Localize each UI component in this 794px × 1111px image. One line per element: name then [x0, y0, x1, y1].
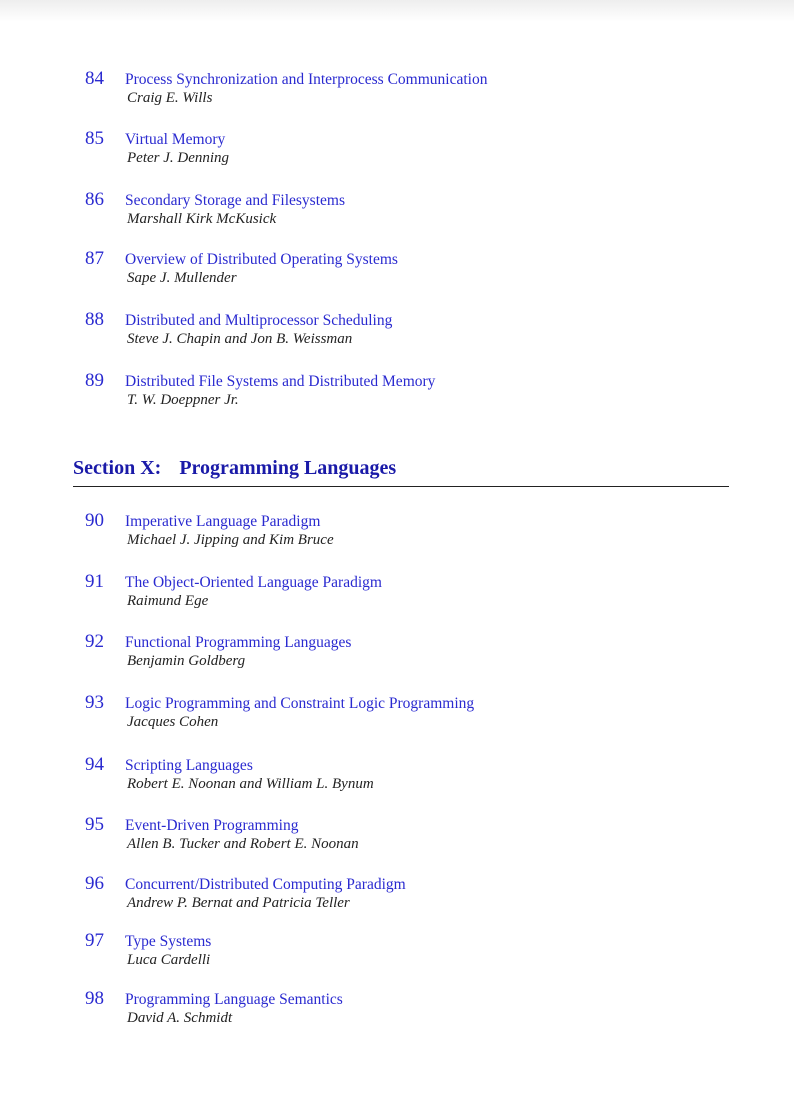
- chapter-number: 89: [85, 370, 104, 391]
- chapter-author: T. W. Doeppner Jr.: [127, 392, 239, 408]
- chapter-number: 94: [85, 754, 104, 775]
- section-label: Section X:: [73, 457, 162, 479]
- chapter-author: Raimund Ege: [127, 593, 209, 609]
- chapter-title-link[interactable]: Type Systems: [125, 933, 212, 950]
- chapter-number: 85: [85, 128, 104, 149]
- chapter-number: 91: [85, 571, 104, 592]
- chapter-author: Andrew P. Bernat and Patricia Teller: [127, 895, 350, 911]
- chapter-author: Robert E. Noonan and William L. Bynum: [127, 776, 374, 792]
- chapter-author: Benjamin Goldberg: [127, 653, 246, 669]
- toc-entry-84[interactable]: [0, 70, 794, 114]
- toc-entry-92[interactable]: [0, 633, 794, 677]
- toc-entry-94[interactable]: [0, 756, 794, 800]
- chapter-author: Michael J. Jipping and Kim Bruce: [127, 532, 334, 548]
- chapter-author: Jacques Cohen: [127, 714, 219, 730]
- toc-entry-96[interactable]: [0, 875, 794, 919]
- toc-entry-85[interactable]: [0, 130, 794, 174]
- chapter-title-link[interactable]: Event-Driven Programming: [125, 817, 299, 834]
- chapter-number: 90: [85, 510, 104, 531]
- toc-entry-86[interactable]: [0, 191, 794, 235]
- chapter-title-link[interactable]: Process Synchronization and Interprocess Communication: [125, 71, 488, 88]
- chapter-title-link[interactable]: Programming Language Semantics: [125, 991, 343, 1008]
- chapter-author: Allen B. Tucker and Robert E. Noonan: [127, 836, 359, 852]
- chapter-number: 84: [85, 68, 104, 89]
- chapter-title-link[interactable]: Scripting Languages: [125, 757, 253, 774]
- toc-entry-87[interactable]: [0, 250, 794, 294]
- chapter-number: 98: [85, 988, 104, 1009]
- chapter-title-link[interactable]: Distributed File Systems and Distributed Memory: [125, 373, 436, 390]
- section-heading[interactable]: [73, 456, 396, 480]
- toc-entry-90[interactable]: [0, 512, 794, 556]
- section-divider: [73, 486, 729, 487]
- chapter-number: 87: [85, 248, 104, 269]
- chapter-title-link[interactable]: Overview of Distributed Operating Systems: [125, 251, 398, 268]
- chapter-author: Craig E. Wills: [127, 90, 213, 106]
- chapter-author: Steve J. Chapin and Jon B. Weissman: [127, 331, 353, 347]
- toc-entry-88[interactable]: [0, 311, 794, 355]
- toc-entry-98[interactable]: [0, 990, 794, 1034]
- chapter-author: David A. Schmidt: [127, 1010, 233, 1026]
- chapter-title-link[interactable]: Concurrent/Distributed Computing Paradigm: [125, 876, 406, 893]
- chapter-number: 97: [85, 930, 104, 951]
- chapter-title-link[interactable]: Distributed and Multiprocessor Scheduling: [125, 312, 393, 329]
- chapter-author: Sape J. Mullender: [127, 270, 237, 286]
- section-name: Programming Languages: [179, 457, 397, 479]
- chapter-number: 86: [85, 189, 104, 210]
- chapter-title-link[interactable]: Imperative Language Paradigm: [125, 513, 321, 530]
- page-top-shadow: [0, 0, 794, 22]
- toc-entry-89[interactable]: [0, 372, 794, 416]
- chapter-title-link[interactable]: The Object-Oriented Language Paradigm: [125, 574, 382, 591]
- chapter-title-link[interactable]: Functional Programming Languages: [125, 634, 352, 651]
- chapter-title-link[interactable]: Virtual Memory: [125, 131, 226, 148]
- chapter-number: 95: [85, 814, 104, 835]
- toc-entry-91[interactable]: [0, 573, 794, 617]
- chapter-number: 92: [85, 631, 104, 652]
- chapter-title-link[interactable]: Logic Programming and Constraint Logic Programming: [125, 695, 475, 712]
- chapter-number: 93: [85, 692, 104, 713]
- chapter-author: Luca Cardelli: [127, 952, 211, 968]
- chapter-author: Marshall Kirk McKusick: [127, 211, 277, 227]
- chapter-number: 96: [85, 873, 104, 894]
- toc-entry-97[interactable]: [0, 932, 794, 976]
- chapter-title-link[interactable]: Secondary Storage and Filesystems: [125, 192, 345, 209]
- toc-entry-95[interactable]: [0, 816, 794, 860]
- chapter-number: 88: [85, 309, 104, 330]
- chapter-author: Peter J. Denning: [127, 150, 230, 166]
- toc-entry-93[interactable]: [0, 694, 794, 738]
